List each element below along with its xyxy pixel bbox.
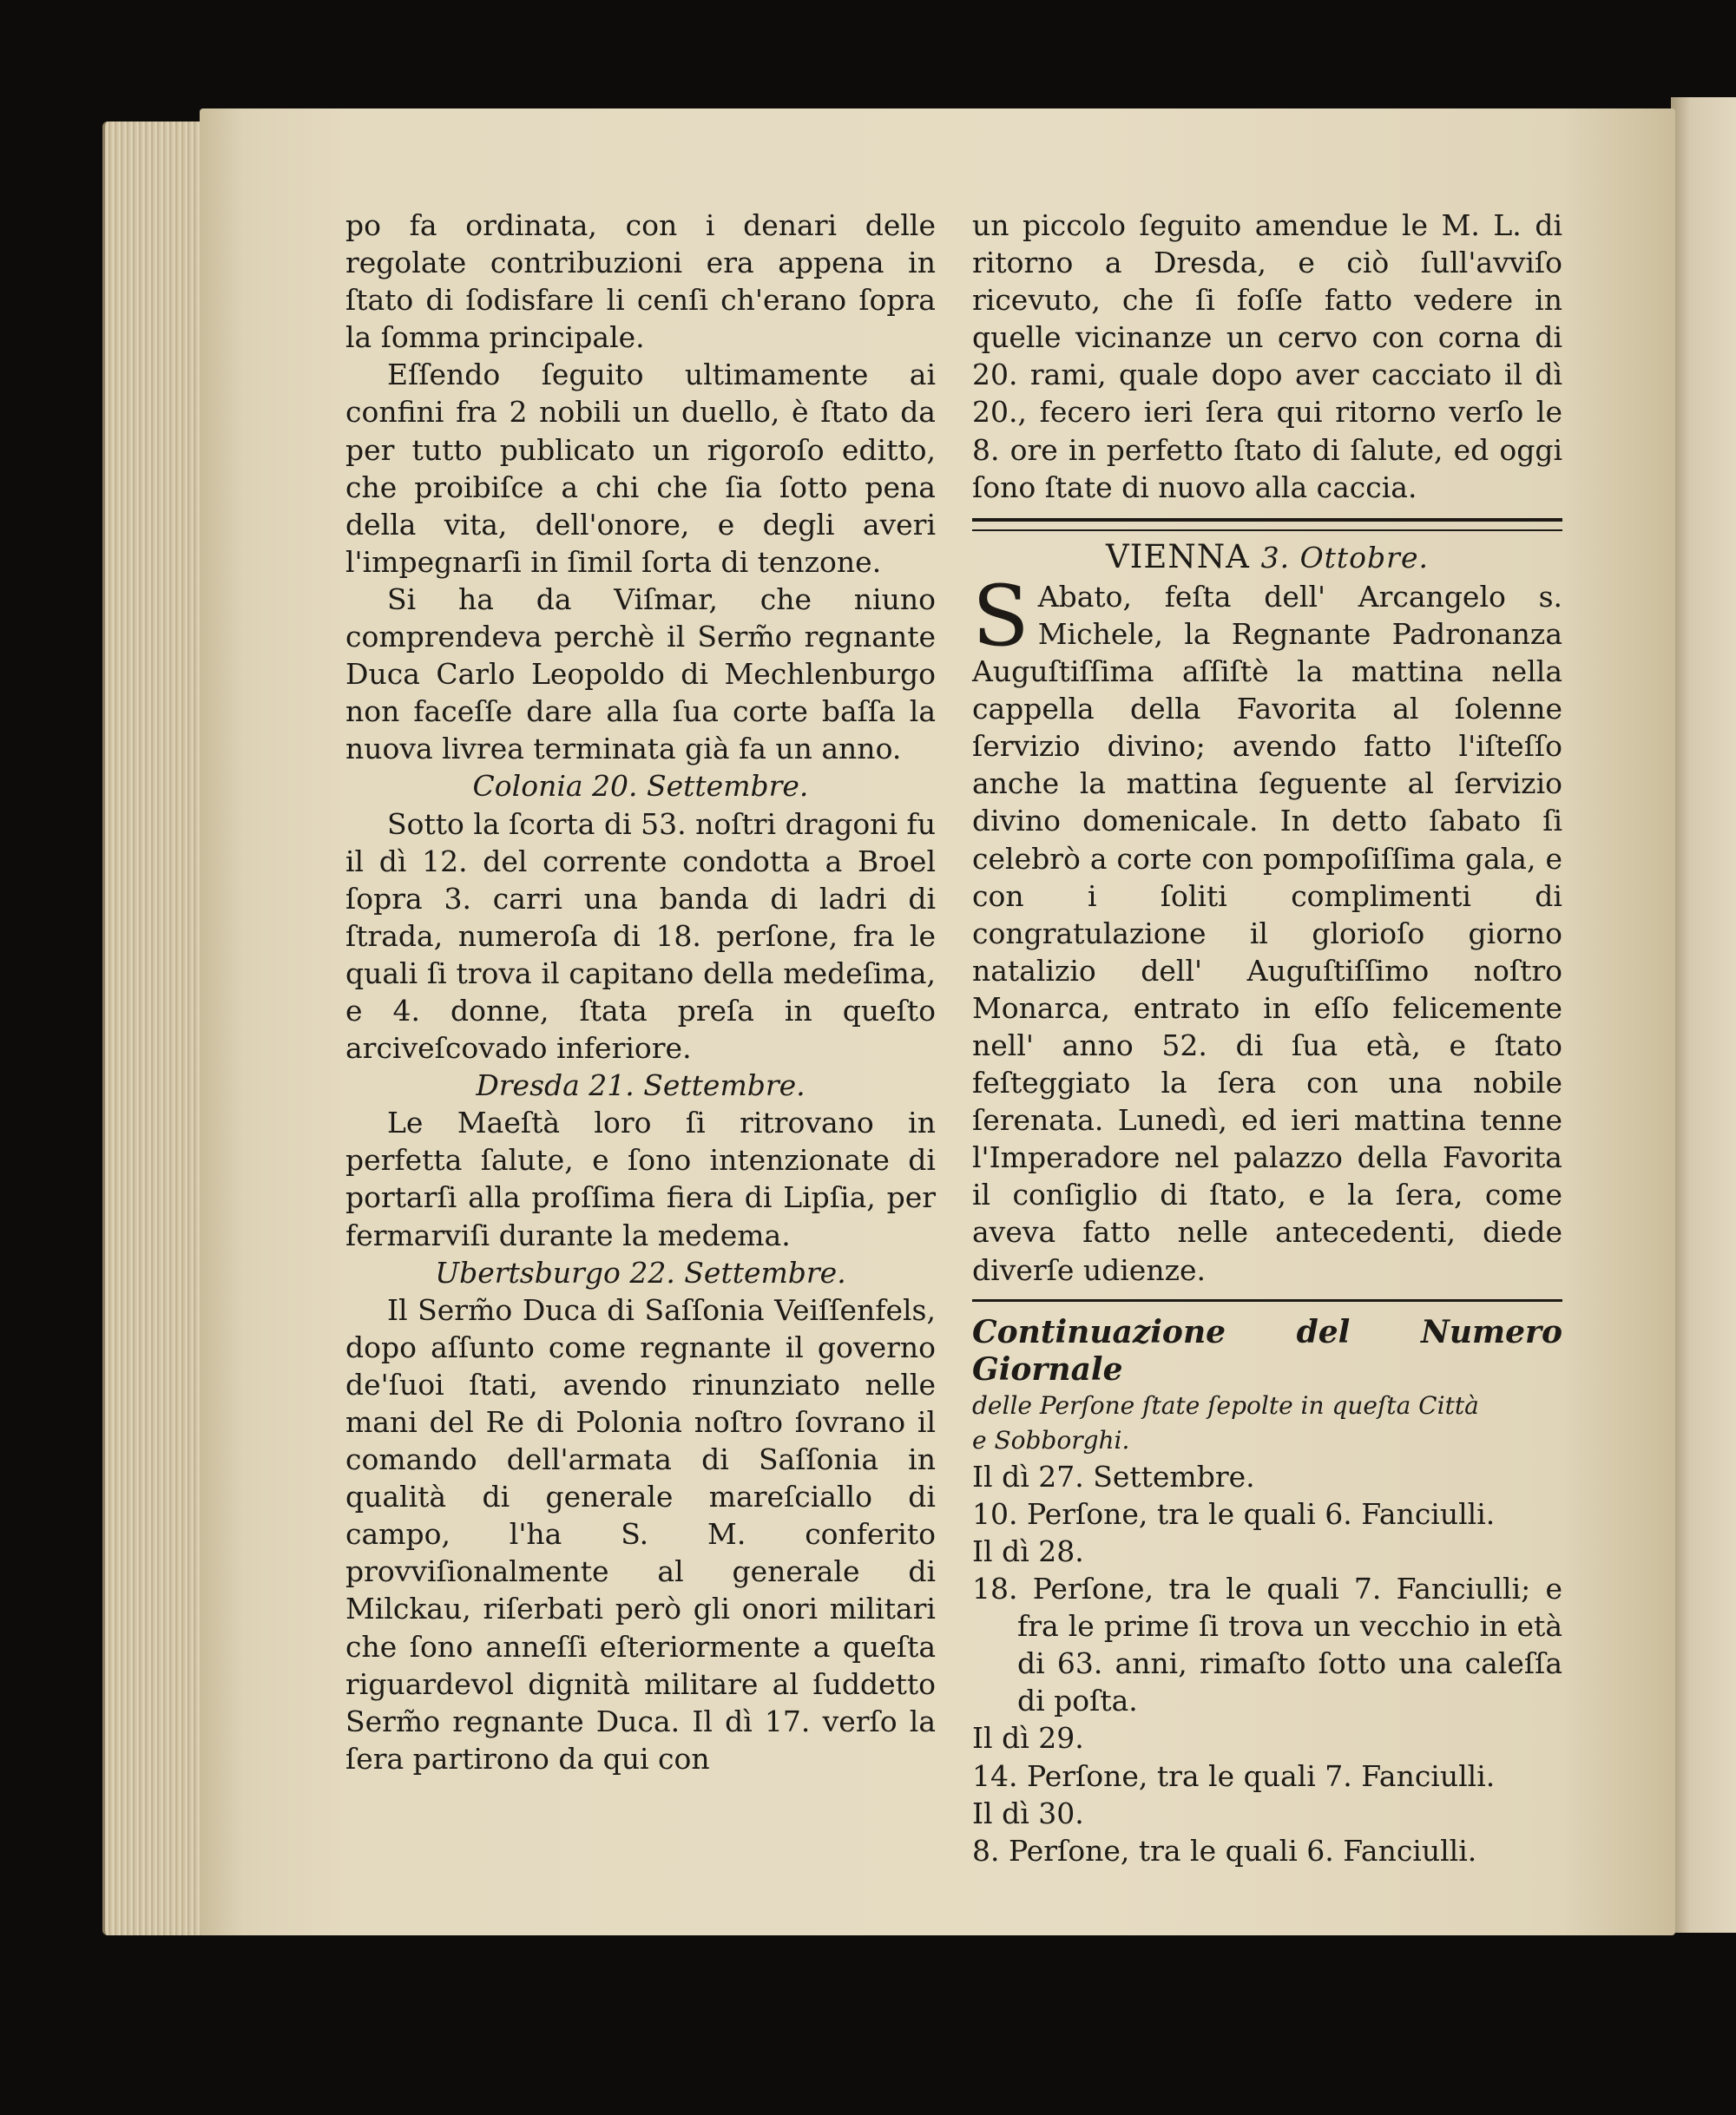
left-paragraph-4: Sotto la ſcorta di 53. noſtri dragoni fu il dì 12. del corrente condotta a Broel ſopra 3. carri una banda di ladri di ſtrada, numeroſa di 18. perſone, fra le quali ſi trova il capitano della medeſima, e 4. donne, ſtata preſa in queſto arciveſcovado inferiore.	[345, 806, 936, 1066]
left-paragraph-6: Il Serm̃o Duca di Saſſonia Veiſſenfels, dopo aſſunto come regnante il governo de'ſuoi ſtati, avendo rinunziato nelle mani del Re di Polonia noſtro ſovrano il comando dell'armata di Saſſonia in qualità di generale mareſciallo di campo, l'ha S. M. conferito provviſionalmente al generale di Milckau, riſerbati però gli onori militari che ſono anneſſi eſteriormente a queſta riguardevol dignità militare al ſuddetto Serm̃o regnante Duca. Il dì 17. verſo la ſera partirono da qui con	[345, 1292, 936, 1776]
day-entry: 18. Perſone, tra le quali 7. Fanciulli; e fra le prime ſi trova un vecchio in età di 63. anni, rimaſto ſotto una caleſſa di poſta.	[972, 1572, 1562, 1718]
vienna-heading	[972, 538, 1562, 576]
section-subtitle-2: e Sobborghi.	[972, 1425, 1130, 1455]
left-paragraph-5: Le Maeſtà loro ſi ritrovano in perfetta ſalute, e ſono intenzionate di portarſi alla proſſima fiera di Lipſia, per fermarviſi durante la medema.	[345, 1106, 936, 1252]
book-gutter	[1671, 97, 1736, 1933]
right-paragraph-2	[972, 567, 1562, 1289]
left-paragraph-3: Si ha da Viſmar, che niuno comprendeva perchè il Serm̃o regnante Duca Carlo Leopoldo di Mechlenburgo non faceſſe dare alla ſua corte baſſa la nuova livrea terminata già fa un anno.	[345, 581, 936, 766]
section-subtitle-1: delle Perſone ſtate ſepolte in queſta Città	[972, 1390, 1479, 1420]
dateline-ubertsburgo: Ubertsburgo 22. Settembre.	[435, 1255, 846, 1290]
section-rule	[972, 518, 1562, 531]
book-page-edges	[102, 122, 209, 1935]
left-column	[345, 207, 936, 1777]
day-label: Il dì 30.	[972, 1796, 1084, 1830]
day-entry: 14. Perſone, tra le quali 7. Fanciulli.	[972, 1758, 1496, 1793]
left-paragraph-2: Eſſendo ſeguito ultimamente ai confini fra 2 nobili un duello, è ſtato da per tutto publicato un rigoroſo editto, che proibiſce a chi che ſia ſotto pena della vita, dell'onore, e degli averi l'impegnarſi in ſimil ſorta di tenzone.	[345, 358, 936, 579]
dateline-colonia: Colonia 20. Settembre.	[472, 769, 809, 804]
right-paragraph-2-text: Abato, feſta dell' Arcangelo s. Michele, la Regnante Padronanza Auguſtiſſima aſſiſtè la mattina nella cappella della Favorita al ſolenne ſervizio divino; avendo fatto l'iſteſſo anche la mattina ſeguente al ſervizio divino domenicale. In detto ſabato ſi celebrò a corte con pompoſiſſima gala, e con i ſoliti complimenti di congratulazione il glorioſo giorno natalizio dell' Auguſtiſſimo noſtro Monarca, entrato in eſſo felicemente nell' anno 52. di ſua età, e ſtato feſteggiato la ſera con una nobile ſerenata. Lunedì, ed ieri mattina tenne l'Imperadore nel palazzo della Favorita il conſiglio di ſtato, e la ſera, come aveva fatto nelle antecedenti, diede diverſe udienze.	[972, 579, 1562, 1287]
right-column	[972, 207, 1562, 1869]
day-entry: 8. Perſone, tra le quali 6. Fanciulli.	[972, 1833, 1477, 1868]
day-entry: 10. Perſone, tra le quali 6. Fanciulli.	[972, 1496, 1496, 1531]
day-label: Il dì 29.	[972, 1721, 1084, 1756]
drop-cap: S	[972, 567, 1029, 665]
dateline-dresda: Dresda 21. Settembre.	[476, 1068, 806, 1103]
day-label: Il dì 27. Settembre.	[972, 1459, 1255, 1494]
vienna-date: 3. Ottobre.	[1260, 540, 1429, 575]
vienna-city: VIENNA	[1106, 537, 1250, 575]
left-paragraph-1: po fa ordinata, con i denari delle regolate contribuzioni era appena in ſtato di ſodisfare li cenſi ch'erano ſopra la ſomma principale.	[345, 208, 936, 355]
day-label: Il dì 28.	[972, 1534, 1084, 1568]
section-rule-thin	[972, 1299, 1562, 1302]
section-title: Continuazione del Numero Giornale	[972, 1313, 1562, 1388]
right-paragraph-1: un piccolo ſeguito amendue le M. L. di ritorno a Dresda, e ciò ſull'avviſo ricevuto, che ſi foſſe fatto vedere in quelle vicinanze un cervo con corna di 20. rami, quale dopo aver cacciato il dì 20., fecero ieri ſera qui ritorno verſo le 8. ore in perfetto ſtato di ſalute, ed oggi ſono ſtate di nuovo alla caccia.	[972, 208, 1562, 504]
